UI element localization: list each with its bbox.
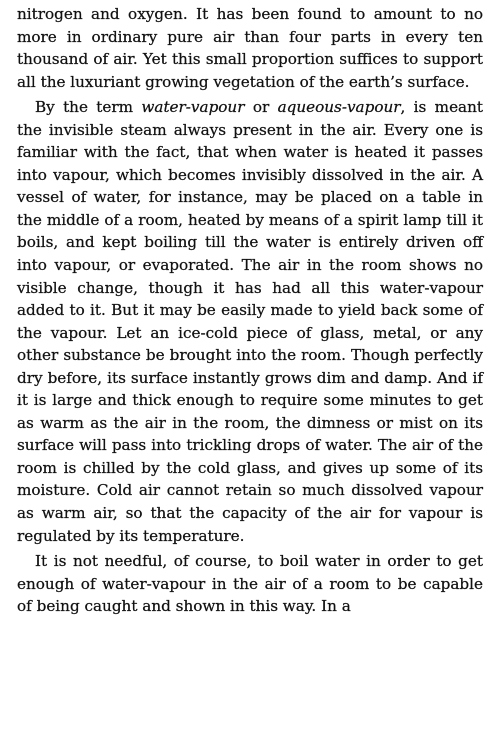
paragraph-3 xyxy=(17,550,483,618)
paragraph-2-text-body: , is meant the invisible steam always present in the air. Every one is familiar with the fact, that when water is heated it passes into vapour, which becomes invisibly dissolved in the air. A vessel of water, for instance, may be placed on a table in the middle of a room, heated by means of a spirit lamp till it boils, and kept boiling till the water is entirely driven off into vapour, or evaporated. The air in the room shows no visible change, though it has had all this water-vapour added to it. But it may be easily made to yield back some of the vapour. Let an ice-cold piece of glass, metal, or any other substance be brought into the room. Though perfectly dry before, its surface instantly grows dim and damp. And if it is large and thick enough to require some minutes to get as warm as the air in the room, the dimness or mist on its surface will pass into trickling drops of water. The air of the room is chilled by the cold glass, and gives up some of its moisture. Cold air cannot retain so much dissolved vapour as warm air, so that the capacity of the air for vapour is regulated by its temperature. xyxy=(17,98,483,545)
paragraph-1 xyxy=(17,3,483,93)
paragraph-3-text: It is not needful, of course, to boil water in order to get enough of water-vapour in the air of a room to be capable of being caught and shown in this way. In a xyxy=(17,552,483,616)
term-aqueous-vapour: aqueous-vapour xyxy=(277,98,401,117)
paragraph-2-text-start: By the term xyxy=(35,98,142,117)
paragraph-1-text: nitrogen and oxygen. It has been found to amount to no more in ordinary pure air than four parts in every ten thousand of air. Yet this small proportion suffices to support all the luxuriant growing vegetation of the earth’s surface. xyxy=(17,5,483,91)
paragraph-2-text-or: or xyxy=(244,98,278,117)
term-water-vapour: water-vapour xyxy=(141,98,245,117)
book-page xyxy=(17,3,483,621)
paragraph-2 xyxy=(17,96,483,547)
